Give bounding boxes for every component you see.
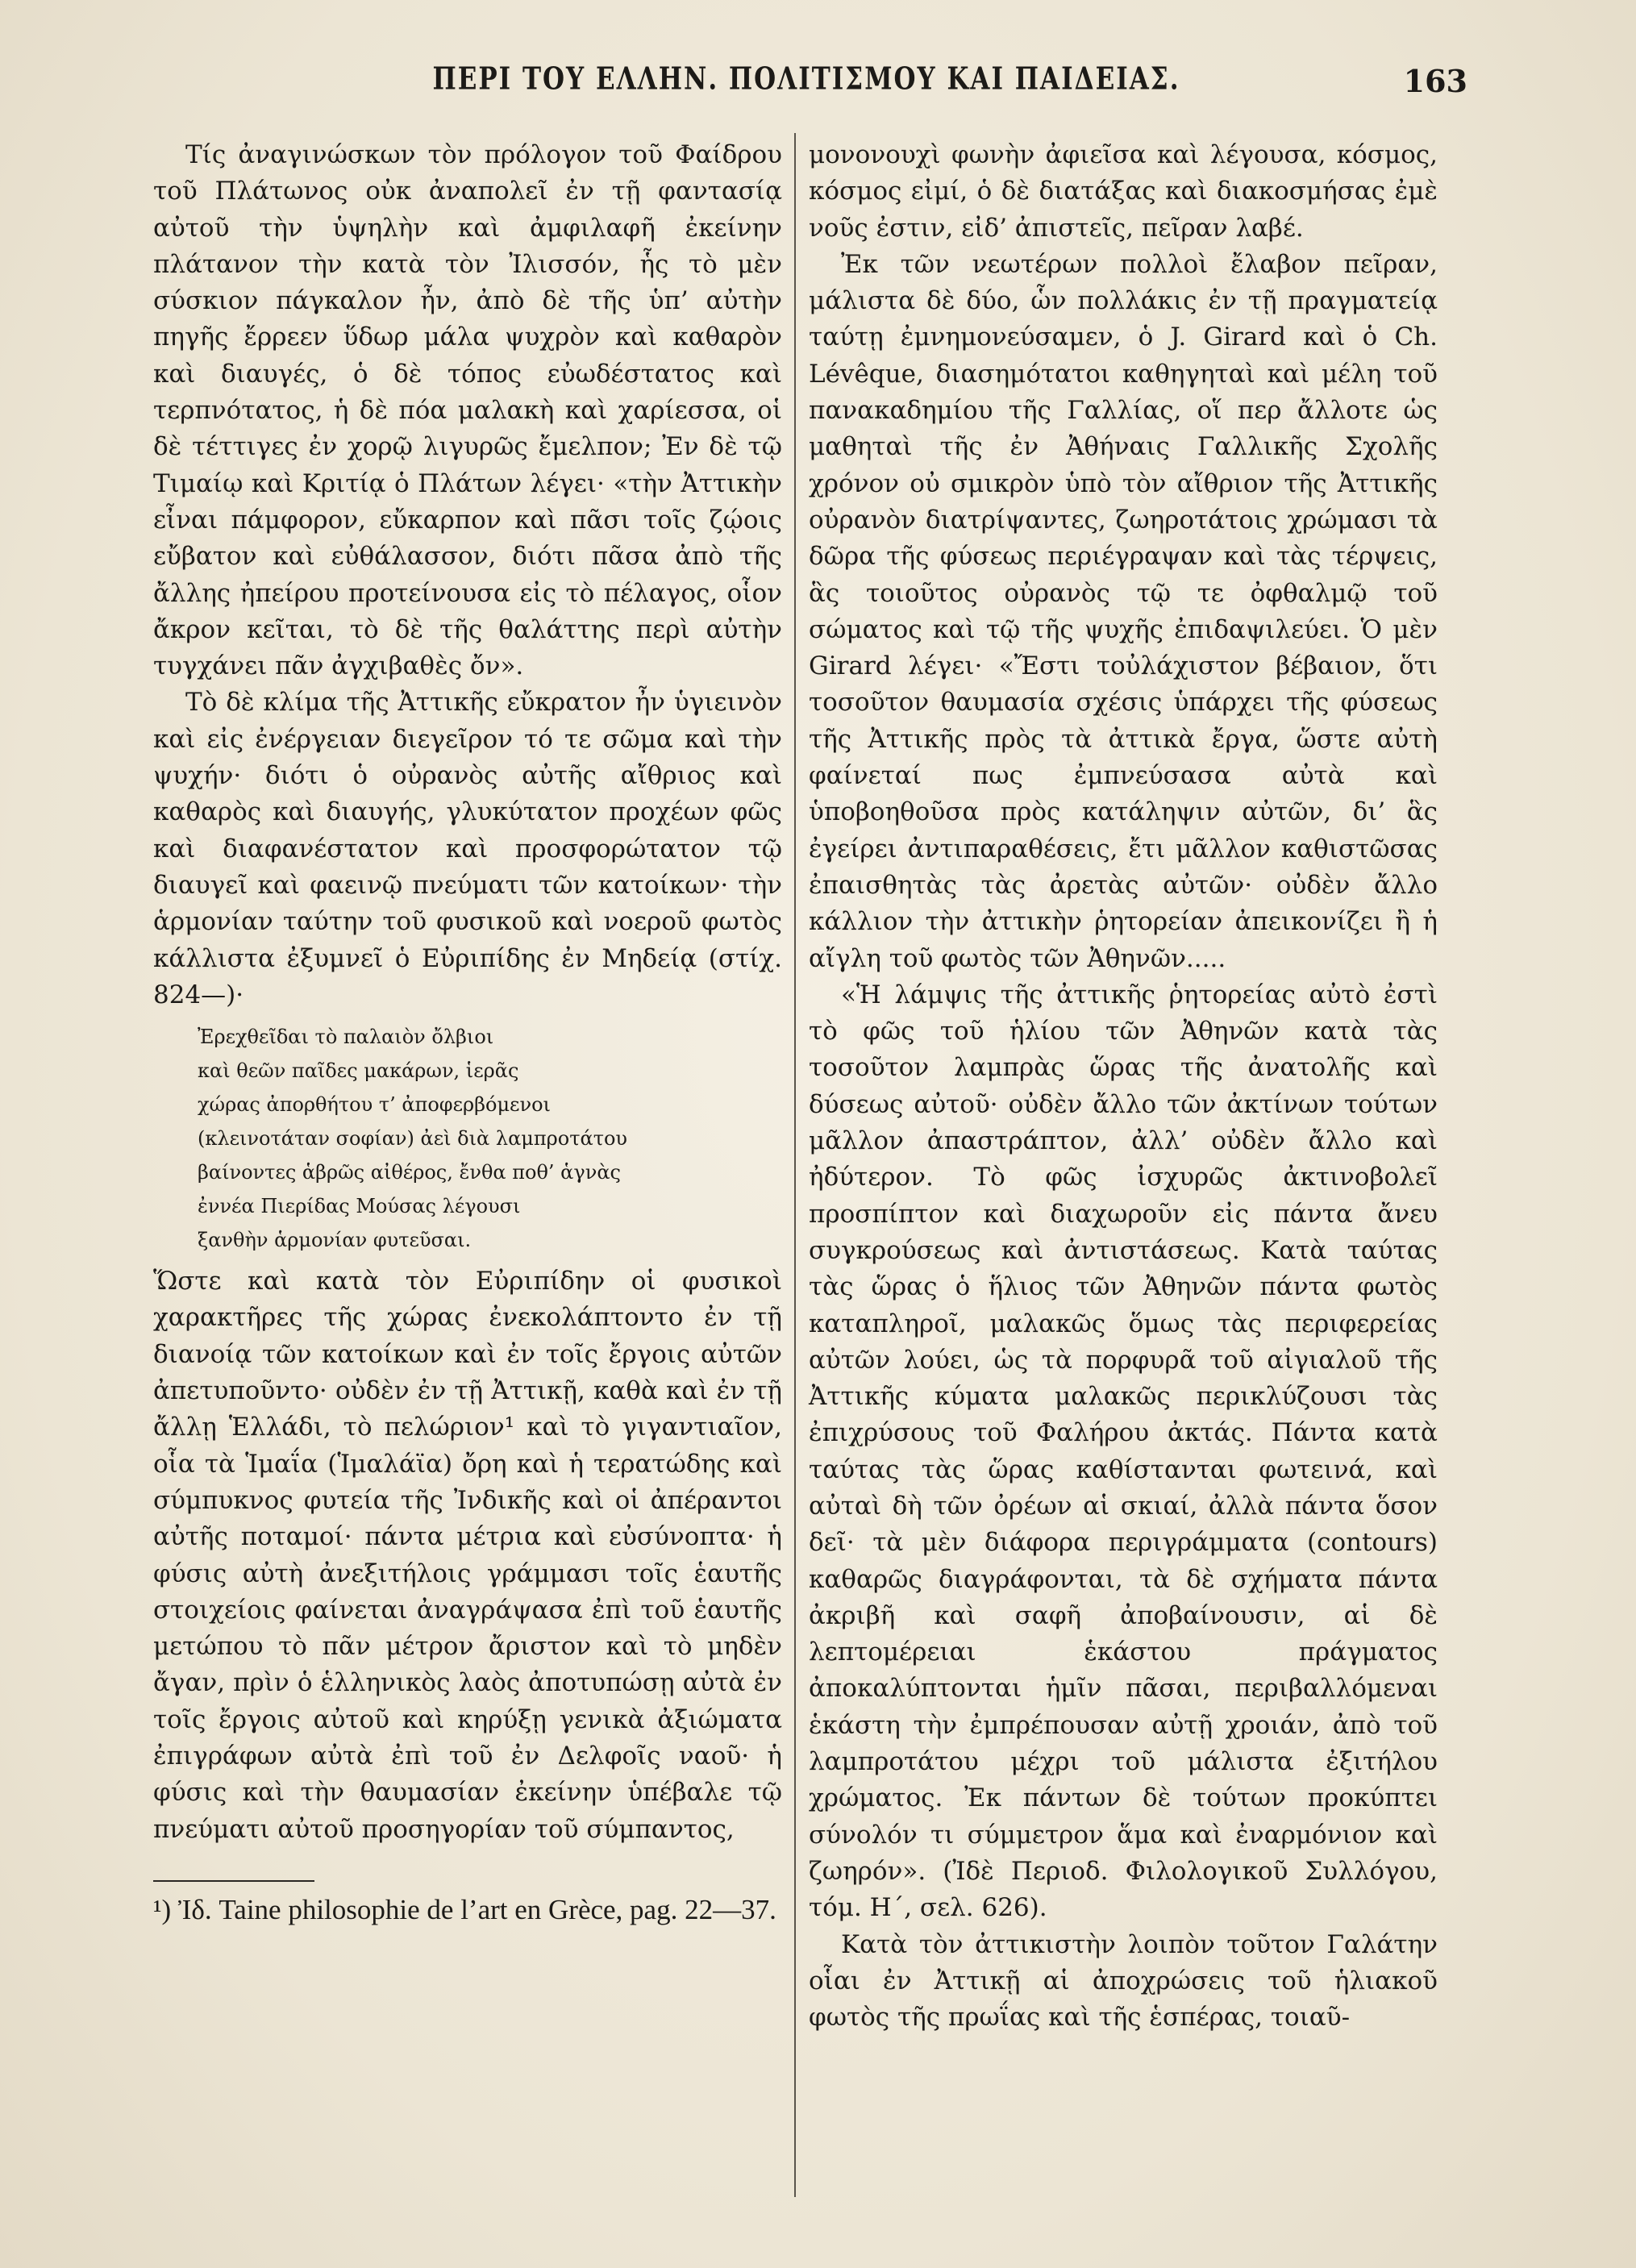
paragraph: Ὥστε καὶ κατὰ τὸν Εὐριπίδην οἱ φυσικοὶ χαρακτῆρες τῆς χώρας ἐνεκολάπτοντο ἐν τῇ διανοίᾳ τῶν κατοίκων καὶ ἐν τοῖς ἔργοις αὐτῶν ἀπετυποῦντο· οὐδὲν ἐν τῇ Ἀττικῇ, καθὰ καὶ ἐν τῇ ἄλλῃ Ἑλλάδι, τὸ πελώριον¹ καὶ τὸ γιγαντιαῖον, οἷα τὰ Ἱμαΐα (Ἱμαλάϊα) ὄρη καὶ ἡ τερατώδης καὶ σύμπυκνος φυτεία τῆς Ἰνδικῆς καὶ οἱ ἀπέραντοι αὐτῆς ποταμοί· πάντα μέτρια καὶ εὐσύνοπτα· ἡ φύσις αὐτὴ ἀνεξιτήλοις γράμμασι τοῖς ἑαυτῆς στοιχείοις φαίνεται ἀναγράψασα ἐπὶ τοῦ ἑαυτῆς μετώπου τὸ πᾶν μέτρον ἄριστον καὶ τὸ μηδὲν ἄγαν, πρὶν ὁ ἑλληνικὸς λαὸς ἀποτυπώσῃ αὐτὰ ἐν τοῖς ἔργοις αὐτοῦ καὶ κηρύξῃ γενικὰ ἀξιώματα ἐπιγράφων αὐτὰ ἐπὶ τοῦ ἐν Δελφοῖς ναοῦ· ἡ φύσις καὶ τὴν θαυμασίαν ἐκείνην ὑπέβαλε τῷ πνεύματι αὐτοῦ προσηγορίαν τοῦ σύμπαντος, [153,1267,782,1844]
verse-line: καὶ θεῶν παῖδες μακάρων, ἱερᾶς [198,1059,519,1083]
footnote: ¹) Ἰδ. Taine philosophie de l’art en Grèce, pag. 22—37. [153,1893,776,1925]
running-head: ΠΕΡΙ ΤΟΥ ΕΛΛΗΝ. ΠΟΛΙΤΙΣΜΟΥ ΚΑΙ ΠΑΙΔΕΙΑΣ. [432,60,1180,98]
column-divider [794,133,796,2197]
page-number: 163 [1403,63,1467,99]
verse-line: χώρας ἀπορθήτου τ’ ἀποφερβόμενοι [198,1093,551,1117]
paragraph: Κατὰ τὸν ἀττικιστὴν λοιπὸν τοῦτον Γαλάτην οἷαι ἐν Ἀττικῇ αἱ ἀποχρώσεις τοῦ ἡλιακοῦ φωτὸς τῆς πρωΐας καὶ τῆς ἑσπέρας, τοιαῦ- [809,1929,1438,2033]
paragraph: Τίς ἀναγινώσκων τὸν πρόλογον τοῦ Φαίδρου τοῦ Πλάτωνος οὐκ ἀναπολεῖ ἐν τῇ φαντασίᾳ αὐτοῦ τὴν ὑψηλὴν καὶ ἀμφιλαφῆ ἐκείνην πλάτανον τὴν κατὰ τὸν Ἰλισσόν, ἧς τὸ μὲν σύσκιον πάγκαλον ἦν, ἀπὸ δὲ τῆς ὑπ’ αὐτὴν πηγῆς ἔρρεεν ὕδωρ μάλα ψυχρὸν καὶ καθαρὸν καὶ διαυγές, ὁ δὲ τόπος εὐωδέστατος καὶ τερπνότατος, ἡ δὲ πόα μαλακὴ καὶ χαρίεσσα, οἱ δὲ τέττιγες ἐν χορῷ λιγυρῶς ἔμελπον; Ἐν δὲ τῷ Τιμαίῳ καὶ Κριτίᾳ ὁ Πλάτων λέγει· «τὴν Ἀττικὴν εἶναι πάμφορον, εὔκαρπον καὶ πᾶσι τοῖς ζῴοις εὔβατον καὶ εὐθάλασσον, διότι πᾶσα ἀπὸ τῆς ἄλλης ἠπείρου προτείνουσα εἰς τὸ πέλαγος, οἷον ἄκρον κεῖται, τὸ δὲ τῆς θαλάττης περὶ αὐτὴν τυγχάνει πᾶν ἀγχιβαθὲς ὄν». [153,140,782,681]
verse-line: Ἐρεχθεῖδαι τὸ παλαιὸν ὄλβιοι [198,1026,494,1049]
paragraph: «Ἡ λάμψις τῆς ἀττικῆς ῥητορείας αὐτὸ ἐστὶ τὸ φῶς τοῦ ἡλίου τῶν Ἀθηνῶν κατὰ τὰς τοσοῦτον λαμπρὰς ὥρας τῆς ἀνατολῆς καὶ δύσεως αὐτοῦ· οὐδὲν ἄλλο τῶν ἀκτίνων τούτων μᾶλλον ἀπαστράπτον, ἀλλ’ οὐδὲν ἄλλο καὶ ἠδύτερον. Τὸ φῶς ἰσχυρῶς ἀκτινοβολεῖ προσπίπτον καὶ διαχωροῦν εἰς πάντα ἄνευ συγκρούσεως καὶ ἀντιστάσεως. Κατὰ ταύτας τὰς ὥρας ὁ ἥλιος τῶν Ἀθηνῶν πάντα φωτὸς καταπληροῖ, μαλακῶς ὅμως τὰς περιφερείας αὐτῶν λούει, ὡς τὰ πορφυρᾶ τοῦ αἰγιαλοῦ τῆς Ἀττικῆς κύματα μαλακῶς περικλύζουσι τὰς ἐπιχρύσους τοῦ Φαλήρου ἀκτάς. Πάντα κατὰ ταύτας τὰς ὥρας καθίστανται φωτεινά, καὶ αὐταὶ δὴ τῶν ὀρέων αἱ σκιαί, ἀλλὰ πάντα ὅσον δεῖ· τὰ μὲν διάφορα περιγράμματα (contours) καθαρῶς διαγράφονται, τὰ δὲ σχήματα πάντα ἀκριβῆ καὶ σαφῆ ἀποβαίνουσιν, αἱ δὲ λεπτομέρειαι ἑκάστου πράγματος ἀποκαλύπτονται ἡμῖν πᾶσαι, περιβαλλόμεναι ἑκάστη τὴν ἐμπρέπουσαν αὐτῇ χροιάν, ἀπὸ τοῦ λαμπροτάτου μέχρι τοῦ μάλιστα ἐξιτήλου χρώματος. Ἐκ πάντων δὲ τούτων προκύπτει σύνολόν τι σύμμετρον ἅμα καὶ ἐναρμόνιον καὶ ζωηρόν». (Ἰδὲ Περιοδ. Φιλολογικοῦ Συλλόγου, τόμ. Η΄, σελ. 626). [809,980,1438,1923]
verse-line: (κλεινοτάταν σοφίαν) ἀεὶ διὰ λαμπροτάτου [198,1127,628,1151]
verse-line: ξανθὴν ἁρμονίαν φυτεῦσαι. [198,1229,472,1252]
verse-line: ἐννέα Πιερίδας Μούσας λέγουσι [198,1195,521,1218]
verse-line: βαίνοντες ἁβρῶς αἰθέρος, ἔνθα ποθ’ ἁγνὰς [198,1161,621,1184]
right-column [809,137,1438,2036]
left-column [153,137,782,1925]
paragraph: Ἐκ τῶν νεωτέρων πολλοὶ ἔλαβον πεῖραν, μάλιστα δὲ δύο, ὧν πολλάκις ἐν τῇ πραγματείᾳ ταύτῃ ἐμνημονεύσαμεν, ὁ J. Girard καὶ ὁ Ch. Lévêque, διασημότατοι καθηγηταὶ καὶ μέλη τοῦ πανακαδημίου τῆς Γαλλίας, οἵ περ ἄλλοτε ὡς μαθηταὶ τῆς ἐν Ἀθήναις Γαλλικῆς Σχολῆς χρόνον οὐ σμικρὸν ὑπὸ τὸν αἴθριον τῆς Ἀττικῆς οὐρανὸν διατρίψαντες, ζωηροτάτοις χρώμασι τὰ δῶρα τῆς φύσεως περιέγραψαν καὶ τὰς τέρψεις, ἃς τοιοῦτος οὐρανὸς τῷ τε ὀφθαλμῷ τοῦ σώματος καὶ τῷ τῆς ψυχῆς ἐπιδαψιλεύει. Ὁ μὲν Girard λέγει· «Ἔστι τοὐλάχιστον βέβαιον, ὅτι τοσοῦτον θαυμασία σχέσις ὑπάρχει τῆς φύσεως τῆς Ἀττικῆς πρὸς τὰ ἀττικὰ ἔργα, ὥστε αὐτὴ φαίνεταί πως ἐμπνεύσασα αὐτὰ καὶ ὑποβοηθοῦσα πρὸς κατάληψιν αὐτῶν, δι’ ἃς ἐγείρει ἀντιπαραθέσεις, ἔτι μᾶλλον καθιστῶσας ἐπαισθητὰς τὰς ἀρετὰς αὐτῶν· οὐδὲν ἄλλο κάλλιον τὴν ἀττικὴν ῥητορείαν ἀπεικονίζει ἢ ἡ αἴγλη τοῦ φωτὸς τῶν Ἀθηνῶν..... [809,249,1438,973]
footnote-rule [153,1880,314,1882]
paragraph: μονονουχὶ φωνὴν ἀφιεῖσα καὶ λέγουσα, κόσμος, κόσμος εἰμί, ὁ δὲ διατάξας καὶ διακοσμήσας ἐμὲ νοῦς ἐστιν, εἰδ’ ἀπιστεῖς, πεῖραν λαβέ. [809,140,1438,243]
page-header [145,58,1467,110]
paragraph: Τὸ δὲ κλίμα τῆς Ἀττικῆς εὔκρατον ἦν ὑγιεινὸν καὶ εἰς ἐνέργειαν διεγεῖρον τό τε σῶμα καὶ τὴν ψυχήν· διότι ὁ οὐρανὸς αὐτῆς αἴθριος καὶ καθαρὸς καὶ διαυγής, γλυκύτατον προχέων φῶς καὶ διαφανέστατον καὶ προσφορώτατον τῷ διαυγεῖ καὶ φαεινῷ πνεύματι τῶν κατοίκων· τὴν ἁρμονίαν ταύτην τοῦ φυσικοῦ καὶ νοεροῦ φωτὸς κάλλιστα ἐξυμνεῖ ὁ Εὐριπίδης ἐν Μηδείᾳ (στίχ. 824—)· [153,688,782,1009]
verse-quotation [153,1020,782,1257]
